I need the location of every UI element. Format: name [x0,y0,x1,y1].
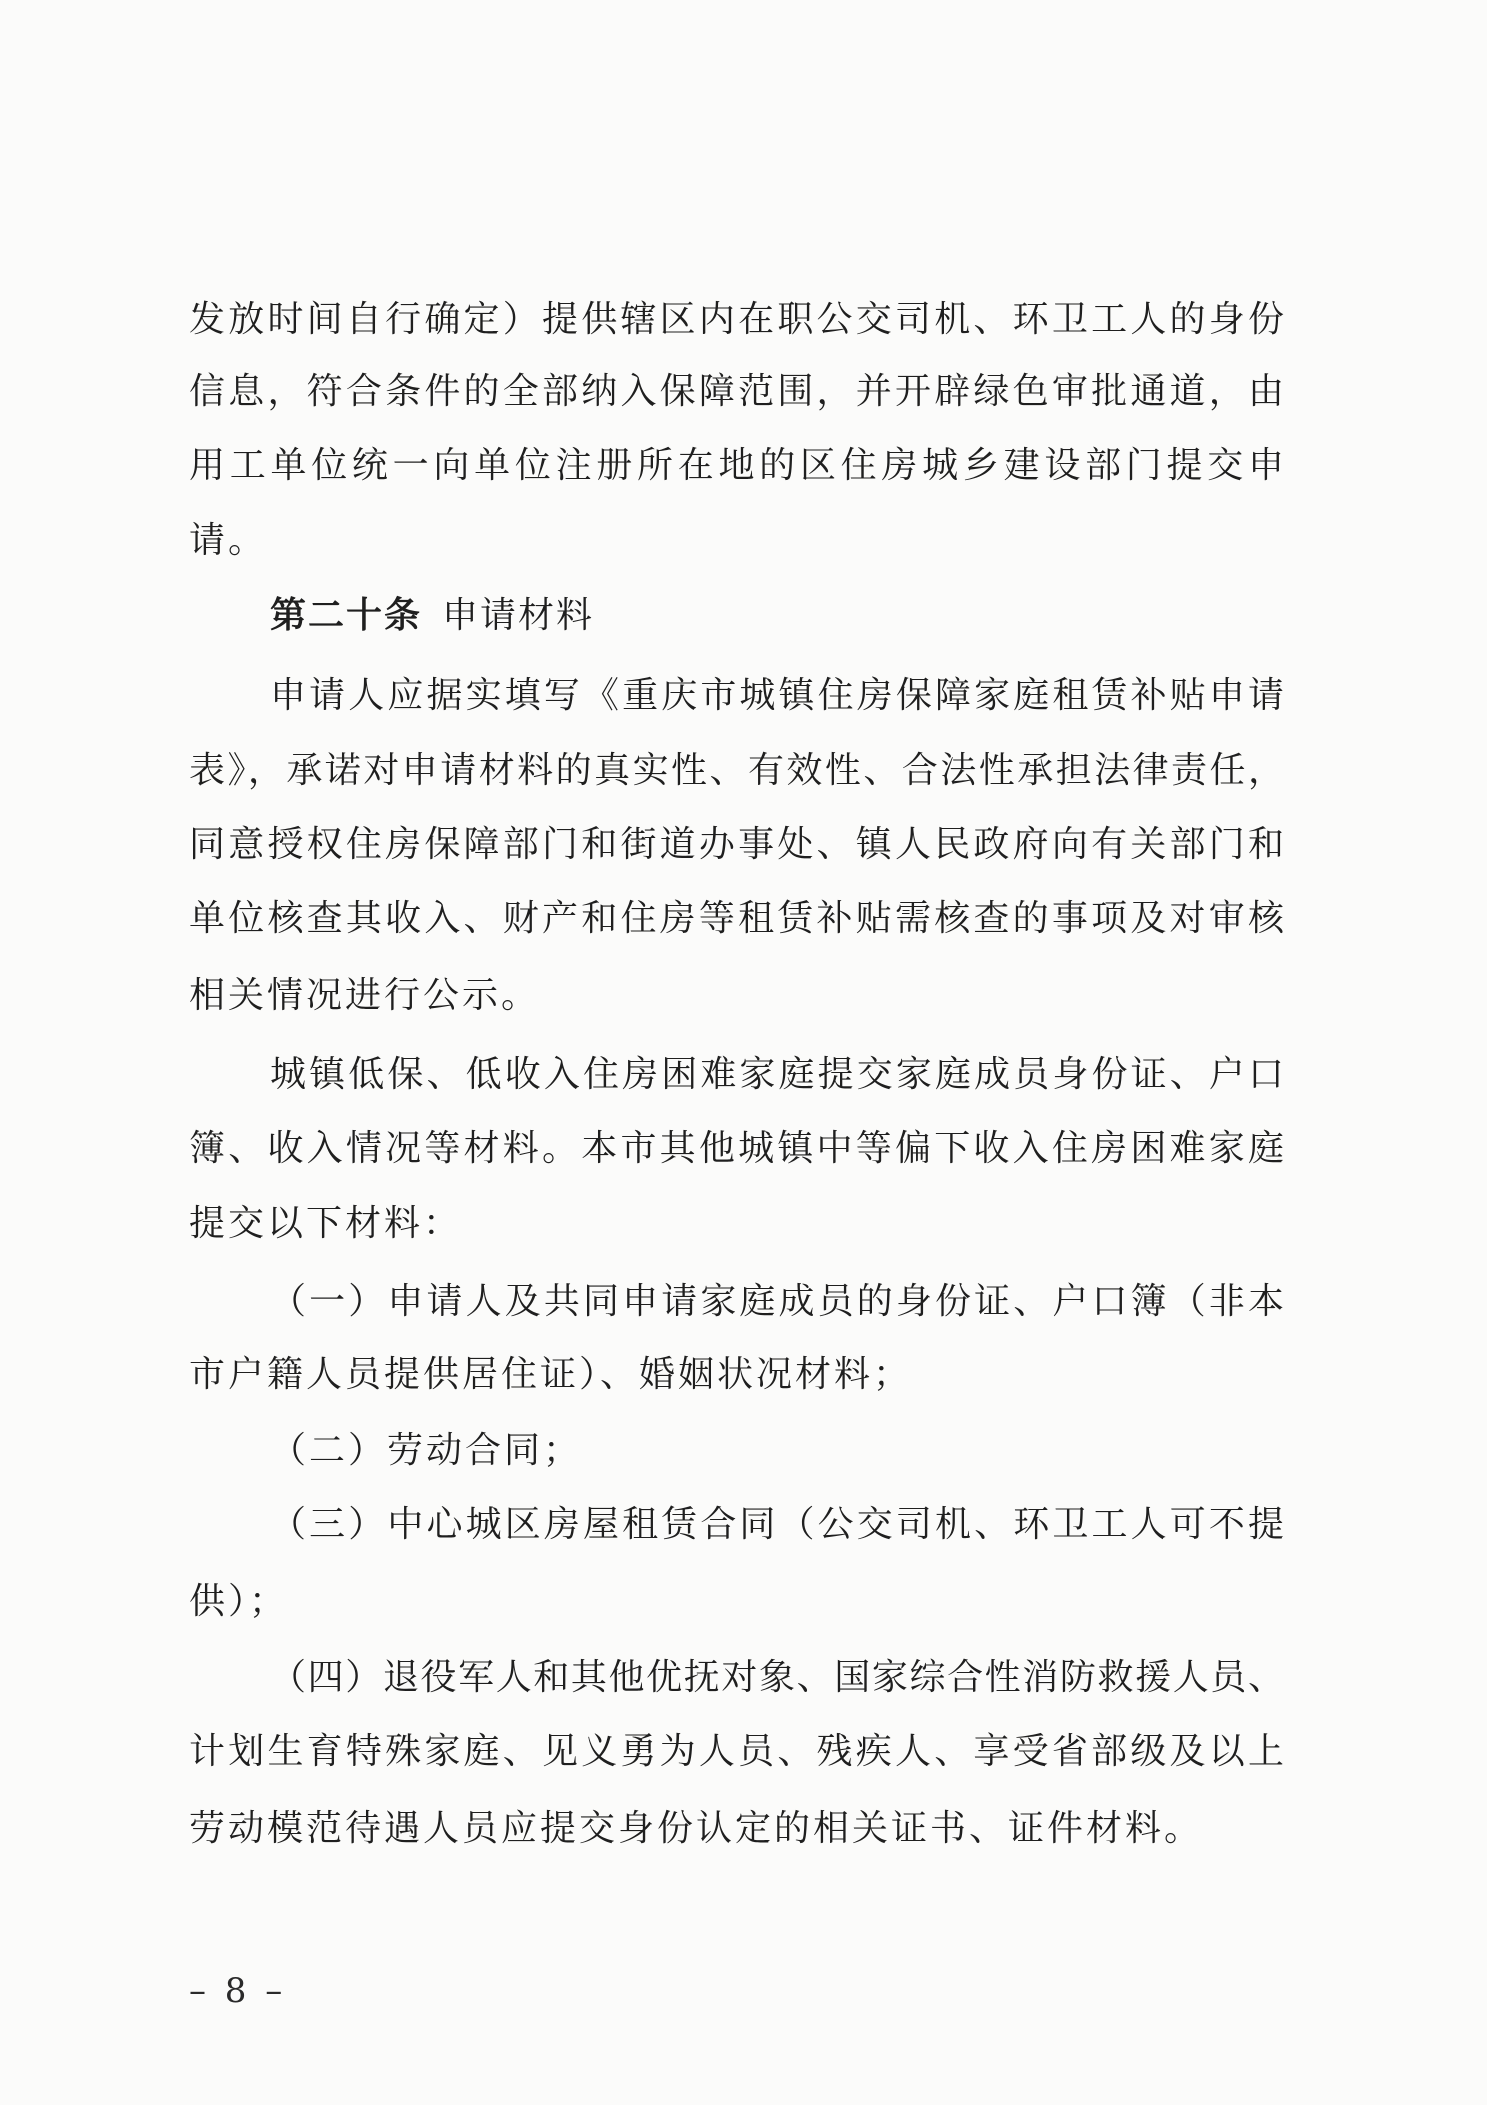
text-line: 请。 [189,520,268,561]
text-line: 单位核查其收入、财产和住房等租赁补贴需核查的事项及对审核 [189,898,1284,939]
list-item-line: 计划生育特殊家庭、见义勇为人员、残疾人、享受省部级及以上 [189,1731,1284,1772]
text-line: 提交以下材料： [189,1203,463,1244]
text-line: 用工单位统一向单位注册所在地的区住房城乡建设部门提交申 [189,445,1284,486]
list-item-line: 市户籍人员提供居住证）、婚姻状况材料； [189,1354,913,1395]
text-line: 城镇低保、低收入住房困难家庭提交家庭成员身份证、户口 [270,1054,1284,1095]
article-heading [270,590,1284,640]
list-item-line: （一）申请人及共同申请家庭成员的身份证、户口簿（非本 [270,1281,1284,1322]
text-line: 簿、收入情况等材料。本市其他城镇中等偏下收入住房困难家庭 [189,1128,1284,1169]
article-number: 第二十条 [270,594,423,636]
text-line: 信息，符合条件的全部纳入保障范围，并开辟绿色审批通道，由 [189,371,1284,412]
list-item-line: 供）； [189,1581,289,1622]
list-item-line: （三）中心城区房屋租赁合同（公交司机、环卫工人可不提 [270,1504,1284,1545]
page-number: – 8 – [189,1971,287,2011]
text-line: 表》，承诺对申请材料的真实性、有效性、合法性承担法律责任， [189,750,1284,791]
list-item-line: （二）劳动合同； [270,1430,583,1471]
text-line: 发放时间自行确定）提供辖区内在职公交司机、环卫工人的身份 [189,299,1284,340]
text-line: 申请人应据实填写《重庆市城镇住房保障家庭租赁补贴申请 [270,675,1284,716]
list-item-line: 劳动模范待遇人员应提交身份认定的相关证书、证件材料。 [189,1808,1204,1849]
text-line: 相关情况进行公示。 [189,975,541,1016]
list-item-line: （四）退役军人和其他优抚对象、国家综合性消防救援人员、 [270,1657,1284,1698]
article-title: 申请材料 [442,595,595,636]
text-line: 同意授权住房保障部门和街道办事处、镇人民政府向有关部门和 [189,824,1284,865]
